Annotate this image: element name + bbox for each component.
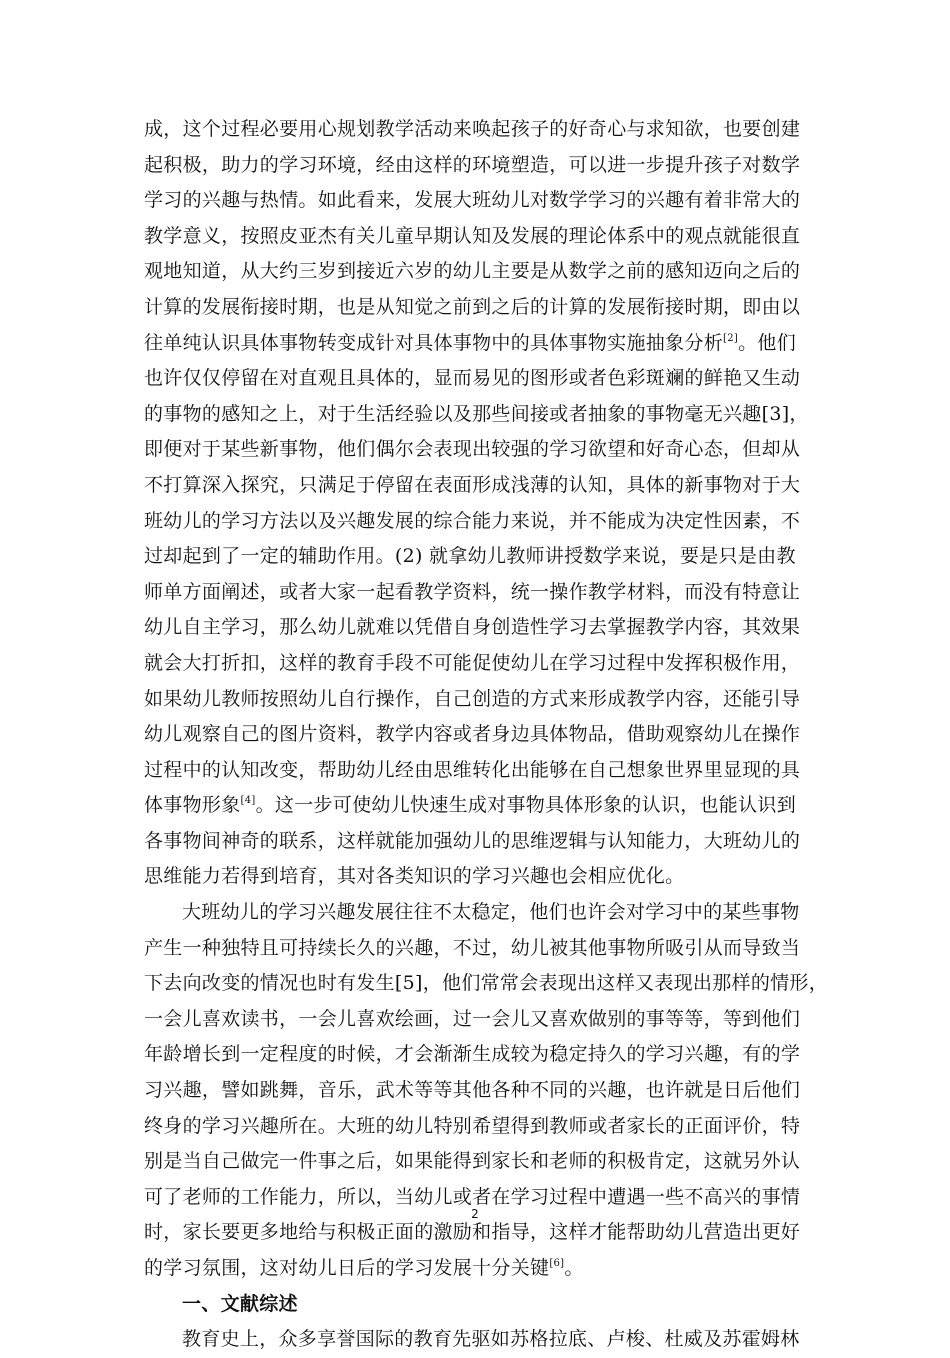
text-line: 计算的发展衔接时期，也是从知觉之前到之后的计算的发展衔接时期，即由以 xyxy=(144,295,801,318)
text-line: 成，这个过程必要用心规划教学活动来唤起孩子的好奇心与求知欲，也要创建 xyxy=(144,118,801,140)
text-line: 如果幼儿教师按照幼儿自行操作，自己创造的方式来形成教学内容，还能引导 xyxy=(144,687,801,710)
text-line: 教学意义，按照皮亚杰有关儿童早期认知及发展的理论体系中的观点就能很直 xyxy=(144,224,801,247)
text-line: 可了老师的工作能力，所以，当幼儿或者在学习过程中遭遇一些不高兴的事情 xyxy=(144,1185,801,1208)
paragraph-start-line: 大班幼儿的学习兴趣发展往往不太稳定，他们也许会对学习中的某些事物 xyxy=(182,901,800,924)
text-line: 学习的兴趣与热情。如此看来，发展大班幼儿对数学学习的兴趣有着非常大的 xyxy=(144,189,801,212)
citation-marker: [6] xyxy=(549,1258,565,1269)
text-line: 班幼儿的学习方法以及兴趣发展的综合能力来说，并不能成为决定性因素，不 xyxy=(144,509,801,532)
text-line: 幼儿观察自己的图片资料，教学内容或者身边具体物品，借助观察幼儿在操作 xyxy=(144,723,801,746)
page-number: 2 xyxy=(471,1207,479,1221)
text-line: 过却起到了一定的辅助作用。(2) 就拿幼儿教师讲授数学来说，要是只是由教 xyxy=(144,545,796,568)
text-segment: 体事物形象 xyxy=(144,794,241,817)
text-line: 下去向改变的情况也时有发生[5]，他们常常会表现出这样又表现出那样的情形， xyxy=(144,972,829,995)
text-line: 终身的学习兴趣所在。大班的幼儿特别希望得到教师或者家长的正面评价，特 xyxy=(144,1114,801,1137)
text-line: 别是当自己做完一件事之后，如果能得到家长和老师的积极肯定，这就另外认 xyxy=(144,1150,801,1173)
text-line-with-citation xyxy=(144,788,812,824)
text-line: 师单方面阐述，或者大家一起看教学资料，统一操作教学材料，而没有特意让 xyxy=(144,580,801,603)
text-line: 时，家长要更多地给与积极正面的激励和指导，这样才能帮助幼儿营造出更好 xyxy=(144,1221,801,1244)
text-line-with-citation xyxy=(144,1251,812,1287)
text-line: 的事物的感知之上，对于生活经验以及那些间接或者抽象的事物毫无兴趣[3]， xyxy=(144,402,809,425)
paragraph-start-line: 教育史上，众多享誉国际的教育先驱如苏格拉底、卢梭、杜威及苏霍姆林 xyxy=(182,1328,800,1351)
text-segment: 。他们 xyxy=(738,331,796,354)
text-segment: 往单纯认识具体事物转变成针对具体事物中的具体事物实施抽象分析 xyxy=(144,331,724,354)
citation-marker: [4] xyxy=(240,795,256,807)
text-line: 一会儿喜欢读书，一会儿喜欢绘画，过一会儿又喜欢做别的事等等，等到他们 xyxy=(144,1007,801,1030)
text-line: 不打算深入探究，只满足于停留在表面形成浅薄的认知，具体的新事物对于大 xyxy=(144,473,801,496)
text-segment: 。 xyxy=(564,1257,584,1279)
text-line: 也许仅仅停留在对直观且具体的，显而易见的图形或者色彩斑斓的鲜艳又生动 xyxy=(144,367,801,390)
text-line: 产生一种独特且可持续长久的兴趣，不过，幼儿被其他事物所吸引从而导致当 xyxy=(144,936,801,959)
text-line: 思维能力若得到培育，其对各类知识的学习兴趣也会相应优化。 xyxy=(144,865,685,888)
text-line: 观地知道，从大约三岁到接近六岁的幼儿主要是从数学之前的感知迈向之后的 xyxy=(144,260,801,283)
text-line: 习兴趣，譬如跳舞，音乐，武术等等其他各种不同的兴趣，也许就是日后他们 xyxy=(144,1079,801,1102)
text-line-with-citation xyxy=(144,326,812,362)
text-segment: 的学习氛围，这对幼儿日后的学习发展十分关键 xyxy=(144,1257,550,1279)
text-line: 各事物间神奇的联系，这样就能加强幼儿的思维逻辑与认知能力，大班幼儿的 xyxy=(144,829,801,852)
text-line: 就会大打折扣，这样的教育手段不可能促使幼儿在学习过程中发挥积极作用， xyxy=(144,651,801,674)
section-heading: 一、文献综述 xyxy=(182,1292,298,1315)
text-line: 幼儿自主学习，那么幼儿就难以凭借自身创造性学习去掌握教学内容，其效果 xyxy=(144,616,801,639)
text-line: 即便对于某些新事物，他们偶尔会表现出较强的学习欲望和好奇心态，但却从 xyxy=(144,438,801,461)
text-segment: 。这一步可使幼儿快速生成对事物具体形象的认识，也能认识到 xyxy=(255,794,796,817)
text-line: 年龄增长到一定程度的时候，才会渐渐生成较为稳定持久的学习兴趣，有的学 xyxy=(144,1043,801,1066)
text-line: 过程中的认知改变，帮助幼儿经由思维转化出能够在自己想象世界里显现的具 xyxy=(144,758,801,781)
citation-marker: [2] xyxy=(723,332,739,344)
body-text xyxy=(144,112,829,1358)
text-line: 起积极，助力的学习环境，经由这样的环境塑造，可以进一步提升孩子对数学 xyxy=(144,153,801,176)
